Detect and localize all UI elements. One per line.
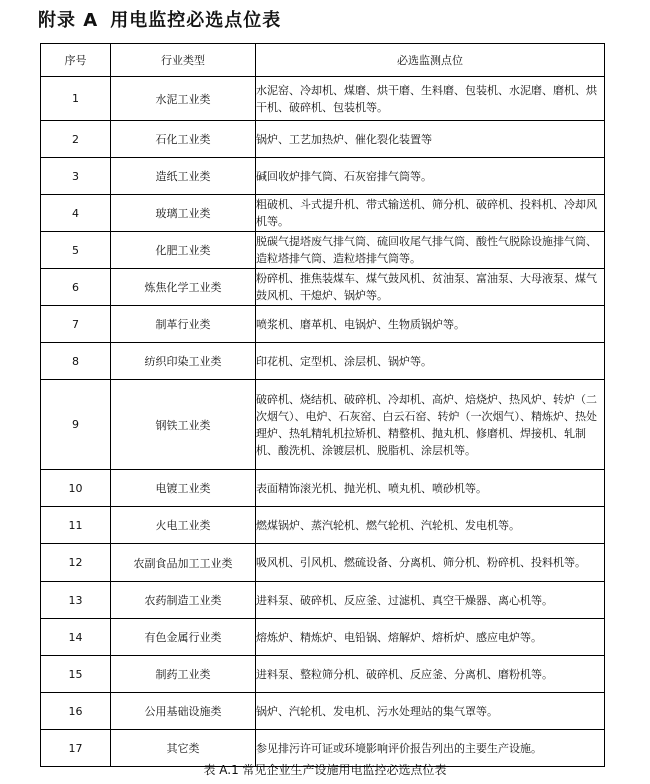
table-row xyxy=(41,619,605,656)
row-points: 印花机、定型机、涂层机、锅炉等。 xyxy=(256,343,605,380)
row-industry: 农副食品加工工业类 xyxy=(111,544,256,582)
header-no: 序号 xyxy=(41,44,111,77)
row-points: 粗破机、斗式提升机、带式输送机、筛分机、破碎机、投料机、冷却风机等。 xyxy=(256,195,605,232)
header-points: 必选监测点位 xyxy=(256,44,605,77)
appendix-label: 附录 A xyxy=(38,10,99,31)
row-industry: 制革行业类 xyxy=(111,306,256,343)
row-number: 5 xyxy=(41,232,111,269)
row-industry: 火电工业类 xyxy=(111,507,256,544)
table-row xyxy=(41,158,605,195)
table-row xyxy=(41,693,605,730)
table-row xyxy=(41,507,605,544)
table-row xyxy=(41,470,605,507)
row-industry: 有色金属行业类 xyxy=(111,619,256,656)
row-industry: 制药工业类 xyxy=(111,656,256,693)
table-caption: 表 A.1 常见企业生产设施用电监控必选点位表 xyxy=(203,763,447,777)
row-number: 4 xyxy=(41,195,111,232)
row-points: 锅炉、工艺加热炉、催化裂化装置等 xyxy=(256,121,605,158)
table-row xyxy=(41,232,605,269)
table-row xyxy=(41,195,605,232)
row-industry: 化肥工业类 xyxy=(111,232,256,269)
row-number: 7 xyxy=(41,306,111,343)
row-industry: 水泥工业类 xyxy=(111,77,256,121)
row-number: 9 xyxy=(41,380,111,470)
row-industry: 纺织印染工业类 xyxy=(111,343,256,380)
appendix-heading xyxy=(38,6,281,32)
row-industry: 玻璃工业类 xyxy=(111,195,256,232)
row-industry: 钢铁工业类 xyxy=(111,380,256,470)
row-industry: 造纸工业类 xyxy=(111,158,256,195)
table-row xyxy=(41,343,605,380)
row-points: 粉碎机、推焦装煤车、煤气鼓风机、贫油泵、富油泵、大母液泵、煤气鼓风机、干熄炉、锅炉等。 xyxy=(256,269,605,306)
row-points: 熔炼炉、精炼炉、电铅锅、熔解炉、熔析炉、感应电炉等。 xyxy=(256,619,605,656)
row-number: 3 xyxy=(41,158,111,195)
row-points: 进料泵、整粒筛分机、破碎机、反应釜、分离机、磨粉机等。 xyxy=(256,656,605,693)
row-points: 锅炉、汽轮机、发电机、污水处理站的集气罩等。 xyxy=(256,693,605,730)
row-industry: 公用基础设施类 xyxy=(111,693,256,730)
table-row xyxy=(41,269,605,306)
row-number: 11 xyxy=(41,507,111,544)
row-number: 10 xyxy=(41,470,111,507)
table-row xyxy=(41,582,605,619)
row-number: 8 xyxy=(41,343,111,380)
row-number: 1 xyxy=(41,77,111,121)
row-points: 表面精饰滚光机、抛光机、喷丸机、喷砂机等。 xyxy=(256,470,605,507)
row-industry: 石化工业类 xyxy=(111,121,256,158)
row-points: 进料泵、破碎机、反应釜、过滤机、真空干燥器、离心机等。 xyxy=(256,582,605,619)
row-number: 15 xyxy=(41,656,111,693)
row-number: 17 xyxy=(41,730,111,767)
row-points: 脱碳气提塔废气排气筒、硫回收尾气排气筒、酸性气脱除设施排气筒、造粒塔排气筒、造粒塔排气筒等。 xyxy=(256,232,605,269)
row-points: 燃煤锅炉、蒸汽轮机、燃气轮机、汽轮机、发电机等。 xyxy=(256,507,605,544)
row-points: 吸风机、引风机、燃硫设备、分离机、筛分机、粉碎机、投料机等。 xyxy=(256,544,605,582)
row-industry: 其它类 xyxy=(111,730,256,767)
table-row xyxy=(41,544,605,582)
table-row xyxy=(41,656,605,693)
row-number: 2 xyxy=(41,121,111,158)
table-row xyxy=(41,77,605,121)
appendix-title: 用电监控必选点位表 xyxy=(110,10,282,31)
table-row xyxy=(41,306,605,343)
row-points: 水泥窑、冷却机、煤磨、烘干磨、生料磨、包装机、水泥磨、磨机、烘干机、破碎机、包装机等。 xyxy=(256,77,605,121)
row-industry: 炼焦化学工业类 xyxy=(111,269,256,306)
row-number: 16 xyxy=(41,693,111,730)
row-number: 13 xyxy=(41,582,111,619)
row-number: 6 xyxy=(41,269,111,306)
table-row xyxy=(41,380,605,470)
row-points: 喷浆机、磨革机、电锅炉、生物质锅炉等。 xyxy=(256,306,605,343)
header-industry: 行业类型 xyxy=(111,44,256,77)
monitoring-points-table xyxy=(40,43,605,767)
row-number: 14 xyxy=(41,619,111,656)
table-header-row xyxy=(41,44,605,77)
table-row xyxy=(41,121,605,158)
row-industry: 电镀工业类 xyxy=(111,470,256,507)
row-points: 破碎机、烧结机、破碎机、冷却机、高炉、焙烧炉、热风炉、转炉（二次烟气）、电炉、石灰窑、白云石窑、转炉（一次烟气）、精炼炉、热处理炉、热轧精轧机拉矫机、精整机、抛丸机、修磨机、焊接机、轧制机、酸洗机、涂镀层机、脱脂机、涂层机等。 xyxy=(256,380,605,470)
row-number: 12 xyxy=(41,544,111,582)
row-points: 碱回收炉排气筒、石灰窑排气筒等。 xyxy=(256,158,605,195)
row-industry: 农药制造工业类 xyxy=(111,582,256,619)
row-points: 参见排污许可证或环境影响评价报告列出的主要生产设施。 xyxy=(256,730,605,767)
